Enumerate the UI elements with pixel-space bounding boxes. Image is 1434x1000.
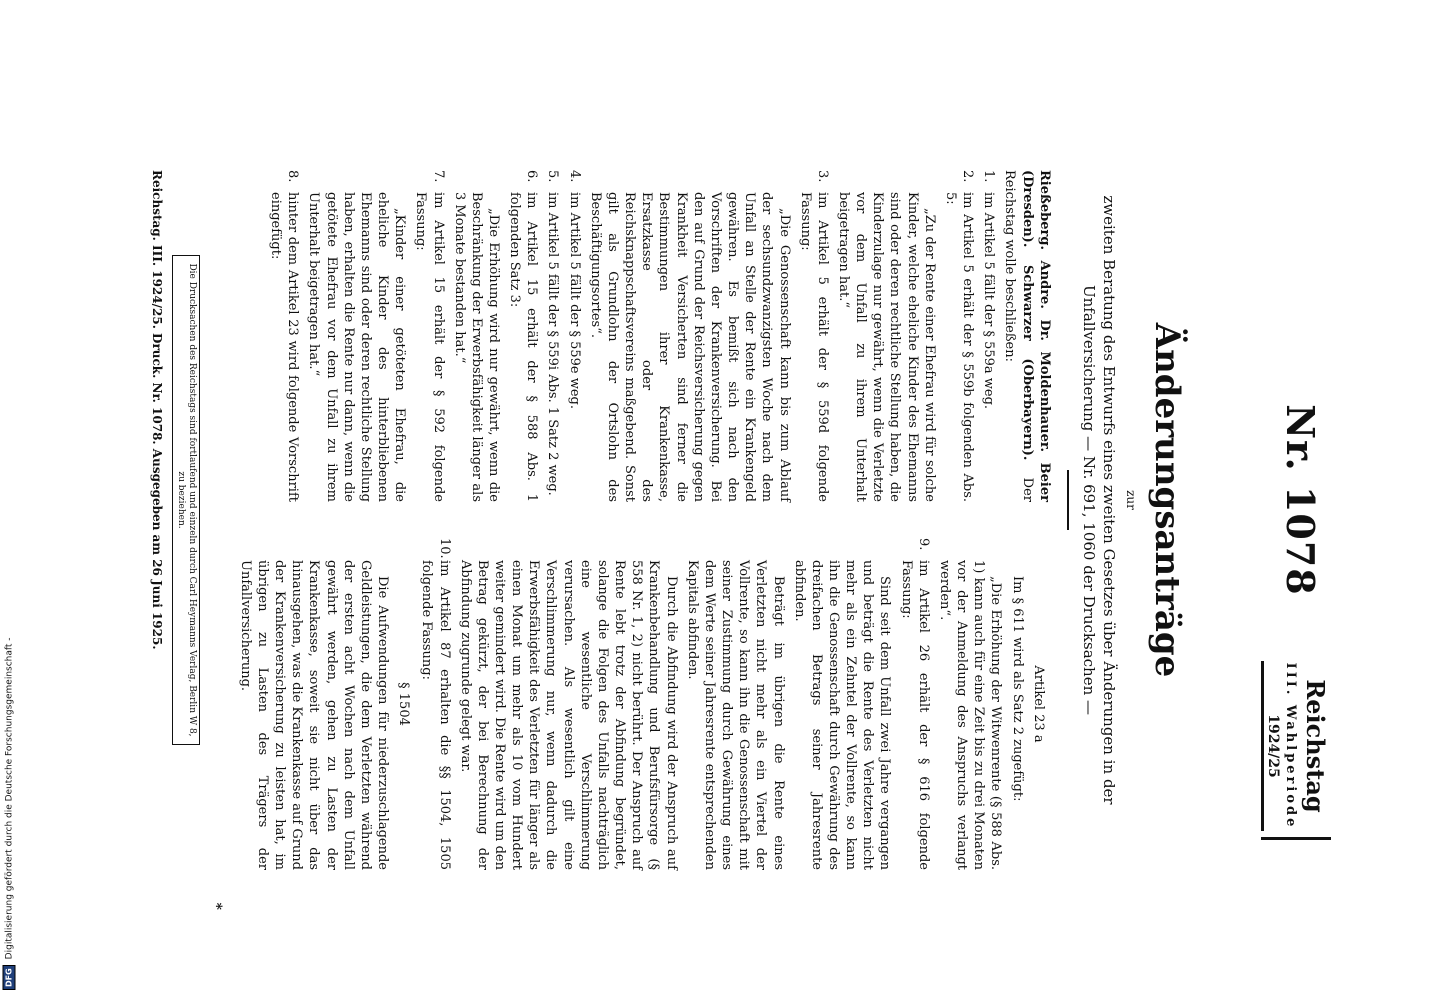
item-text: im Artikel 5 erhält der § 559d folgende Fassung:	[797, 192, 830, 502]
amendment-item	[897, 538, 931, 870]
quoted-provision: Sind seit dem Unfall zwei Jahre vergangen und beträgt die Rente des Verletzten nicht mehr als ein Zehntel der Vollrente, so kann ihn die Genossenschaft durch Gewährung des dreifachen Betrags seiner Jahresrente abfinden.	[791, 560, 893, 870]
digitization-credit: Digitalisierung gefördert durch die Deutsche Forschungsgemeinschaft -	[4, 637, 14, 960]
quoted-provision: Beträgt im übrigen die Rente eines Verletzten nicht mehr als ein Viertel der Vollrente, so kann ihn die Genossenschaft mit seiner Zustimmung durch Gewährung eines dem Werte seiner Jahresrente entsprechenden Kapitals abfinden.	[684, 560, 786, 870]
amendment-item	[418, 538, 452, 870]
article-text: Im § 611 wird als Satz 2 zugefügt:	[1009, 576, 1025, 802]
zur-label: zur	[1124, 490, 1139, 510]
document-number: Nr. 1078	[1278, 404, 1323, 596]
amendment-item	[980, 170, 997, 502]
quoted-provision: „Die Erhöhung wird nur gewährt, wenn die Beschränkung der Erwerbsfähigkeit länger als 3 Monate bestanden hat.“	[451, 192, 502, 502]
quoted-provision: „Die Genossenschaft kann bis zum Ablauf der sechsundzwanzigsten Woche nach dem Unfall an Stelle der Rente ein Krankengeld gewähren. Es bemißt sich nach den Vorschriften der Krankenversicherung. Bei den auf Grund der Reichsversicherung gegen Krankheit Versicherten sind ferner die Bestimmungen ihrer Krankenkasse, Ersatzkasse oder des Reichsknappschaftsvereins maßgebend. Sonst gilt als Grundlohn der Ortslohn des Beschäftigungsortes“.	[587, 192, 792, 502]
item-number: 6.	[524, 170, 540, 183]
amendment-item	[544, 170, 561, 502]
page-header	[1193, 50, 1343, 950]
amendment-item	[797, 170, 831, 502]
item-text: im Artikel 15 erhält der § 588 Abs. 1 folgenden Satz 3:	[507, 192, 540, 502]
item-text: hinter dem Artikel 23 wird folgende Vorschrift eingefügt:	[268, 192, 301, 502]
quoted-provision: Die Aufwendungen für niederzuschlagende Geldleistungen, die dem Verletzten während der ersten acht Wochen nach dem Unfall gewährt werden, gehen zu Lasten der Krankenkasse, soweit sie nicht über das hinausgehen, was die Krankenkasse auf Grund der Krankenversicherung zu leisten hat, im übrigen zu Lasten des Trägers der Unfallversicherung.	[237, 560, 391, 870]
item-number: 9.	[915, 538, 931, 551]
title-divider	[1067, 470, 1069, 530]
quoted-provision: „Die Erhöhung der Witwenrente (§ 588 Abs. 1) kann auch für eine Zeit bis zu drei Monaten vor der Anmeldung des Anspruchs verlangt werden“.	[936, 560, 1004, 870]
item-text: im Artikel 5 fällt der § 559e weg.	[566, 192, 582, 410]
item-text: im Artikel 15 erhält der § 592 folgende Fassung:	[413, 192, 446, 502]
item-text: im Artikel 5 fällt der § 559i Abs. 1 Satz 2 weg.	[545, 192, 561, 496]
item-number: 7.	[430, 170, 446, 183]
intro-text: Der Reichstag wolle beschließen:	[1002, 170, 1035, 502]
signers: Rießeberg. Andre. Dr. Moldenhauer. Beier (Dresden). Schwarzer (Oberbayern).	[1019, 170, 1052, 502]
asterisk-mark: *	[207, 902, 224, 910]
right-column	[233, 538, 1053, 870]
print-footer: Reichstag. III. 1924/25. Druck. Nr. 1078. Ausgegeben am 26 Juni 1925.	[149, 170, 164, 650]
item-text: im Artikel 5 erhält der § 559b folgenden Abs. 5:	[942, 192, 976, 502]
article-heading: Artikel 23 a	[1030, 665, 1046, 743]
amendment-item	[506, 170, 540, 502]
document-subtitle: zweiten Beratung des Entwurfs eines zweiten Gesetzes über Änderungen in der Unfallversicherung — Nr. 691, 1060 der Drucksachen —	[1080, 195, 1119, 805]
item-text: im Artikel 5 fällt der § 559a weg.	[981, 192, 997, 410]
item-number: 5.	[545, 170, 561, 183]
left-column	[233, 170, 1053, 502]
item-text: im Artikel 87 erhalten die §§ 1504, 1505 folgende Fassung:	[419, 560, 452, 870]
dfg-logo: DFG	[3, 965, 16, 990]
text-columns	[233, 50, 1053, 950]
distribution-note: Die Drucksachen des Reichstags sind fortlaufend und einzeln durch Carl Heymanns Verlag, Berlin W 8, zu beziehen.	[172, 255, 201, 745]
amendment-item	[267, 170, 301, 502]
item-number: 3.	[814, 170, 830, 183]
item-number: 4.	[566, 170, 582, 183]
quoted-provision: „Kinder einer getöteten Ehefrau, die eheliche Kinder des hinterbliebenen Ehemanns sind oder deren rechtliche Stellung haben, erhalten die Rente nur dann, wenn die getötete Ehefrau vor dem Unfall zu ihrem Unterhalt beigetragen hat.“	[306, 192, 408, 502]
election-period: III. Wahlperiode	[1283, 662, 1299, 830]
period-years: 1924/25	[1261, 661, 1282, 831]
item-number: 1.	[981, 170, 997, 183]
item-number: 10.	[436, 538, 452, 559]
paragraph-heading: § 1504	[396, 682, 412, 726]
quoted-provision: Durch die Abfindung wird der Anspruch auf Krankenbehandlung und Berufsfürsorge (§ 558 Nr. 1, 2) nicht berührt. Der Anspruch auf Rente lebt trotz der Abfindung begründet, solange die Folgen des Unfalls nachträglich eine wesentliche Verschlimmerung verursachen. Als wesentlich gilt eine Verschlimmerung nur, wenn dadurch die Erwerbsfähigkeit des Verletzten für länger als einen Monat um mehr als 10 vom Hundert weiter gemindert wird. Die Rente wird um den Betrag gekürzt, der bei Berechnung der Abfindung zugrunde gelegt war.	[457, 560, 679, 870]
amendment-item	[942, 170, 976, 502]
digitization-credit-strip	[0, 0, 18, 1000]
document-title: Änderungsanträge	[1147, 322, 1187, 678]
scanned-page	[67, 10, 1367, 990]
amendment-item	[565, 170, 582, 502]
reichstag-masthead	[1261, 661, 1331, 840]
item-number: 2.	[960, 170, 976, 183]
quoted-provision: „Zu der Rente einer Ehefrau wird für solche Kinder, welche eheliche Kinder des Ehemanns sind oder deren rechtliche Stellung haben, die Kinderzulage nur gewährt, wenn die Verletzte vor dem Unfall zu ihrem Unterhalt beigetragen hat.“	[835, 192, 937, 502]
reichstag-label: Reichstag	[1301, 679, 1330, 813]
amendment-item	[412, 170, 446, 502]
item-text: im Artikel 26 erhält der § 616 folgende Fassung:	[898, 560, 931, 870]
item-number: 8.	[285, 170, 301, 183]
